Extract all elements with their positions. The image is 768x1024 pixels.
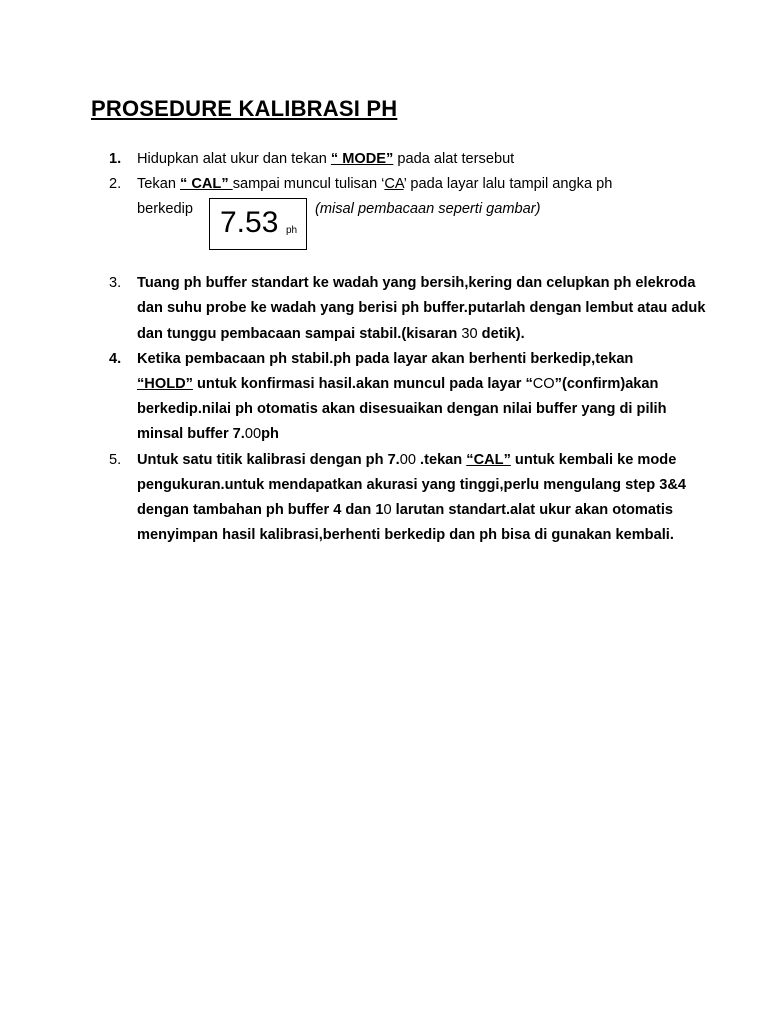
step-1-text: Hidupkan alat ukur dan tekan “ MODE” pada alat tersebut [137, 151, 515, 167]
step-number: 5. [109, 451, 122, 468]
page-title: PROSEDURE KALIBRASI PH [91, 96, 398, 121]
step-2-text: Tekan “ CAL” sampai muncul tulisan ‘CA’ pada layar lalu tampil angka ph [137, 176, 613, 192]
step-number: 1. [109, 151, 122, 167]
step-4 [109, 347, 709, 448]
step-2 [109, 172, 709, 271]
procedure-steps [109, 147, 709, 548]
step-number: 4. [109, 350, 122, 367]
ph-display-value: 7.53 [220, 206, 279, 240]
step-number: 3. [109, 275, 122, 292]
display-caption: (misal pembacaan seperti gambar) [315, 201, 541, 218]
step-2-blinking-label: berkedip [137, 201, 193, 218]
step-number: 2. [109, 176, 122, 192]
hold-key-label: “HOLD” [137, 376, 193, 393]
step-4-text: Ketika pembacaan ph stabil.ph pada layar akan berhenti berkedip,tekan “HOLD” untuk konfirmasi hasil.akan muncul pada layar “CO”(confirm)akan berkedip.nilai ph otomatis akan disesuaikan dengan nilai buffer yang di pilih minsal buffer 7.00ph [137, 350, 667, 443]
step-3-text: Tuang ph buffer standart ke wadah yang bersih,kering dan celupkan ph elekroda dan suhu probe ke wadah yang berisi ph buffer.putarlah dengan lembut atau aduk dan tunggu pembacaan sampai stabil.(kisaran 30 detik). [137, 275, 706, 342]
step-5-text: Untuk satu titik kalibrasi dengan ph 7.00 .tekan “CAL” untuk kembali ke mode pengukuran.untuk mendapatkan akurasi yang tinggi,perlu mengulang step 3&4 dengan tambahan ph buffer 4 dan 10 larutan standart.alat ukur akan otomatis menyimpan hasil kalibrasi,berhenti berkedip dan ph bisa di gunakan kembali. [137, 451, 686, 544]
cal-key-label: “ CAL” [180, 176, 233, 192]
step-3 [109, 271, 709, 347]
ca-display-text: CA [384, 176, 404, 192]
step-5 [109, 448, 709, 549]
step-2-display-row [137, 197, 709, 271]
ph-display-illustration [209, 198, 307, 250]
step-1 [109, 147, 709, 172]
mode-key-label: “ MODE” [330, 151, 394, 167]
ph-display-unit: ph [286, 225, 298, 237]
cal-key-label-2: “CAL” [466, 451, 511, 468]
